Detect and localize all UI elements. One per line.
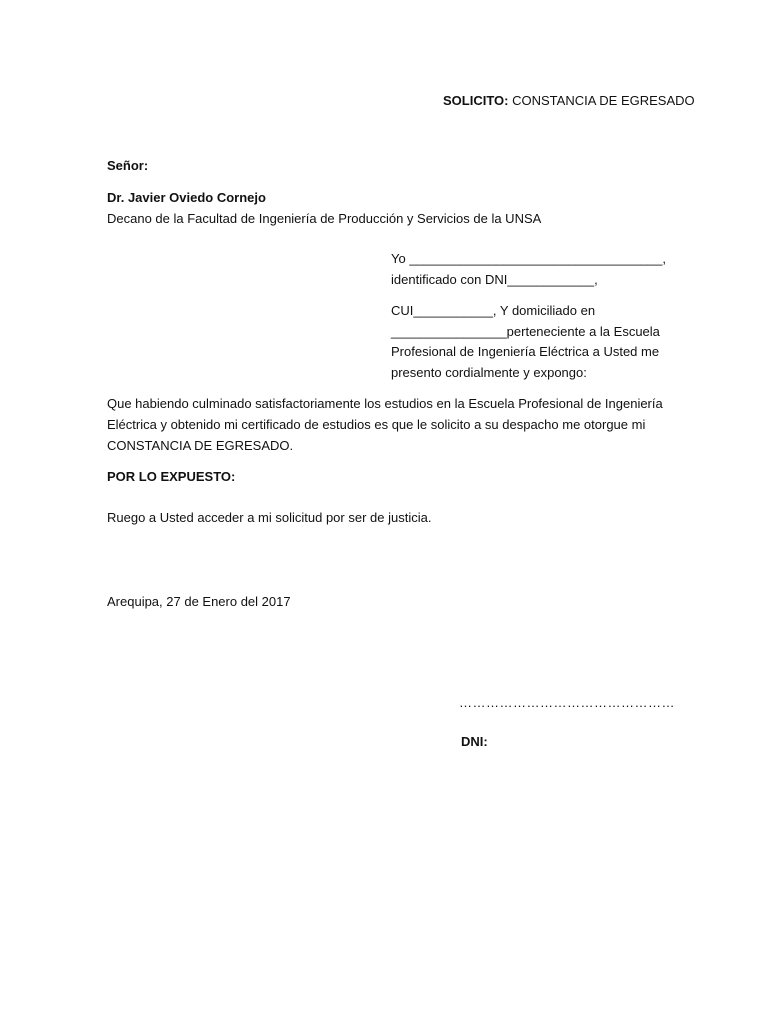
date-line: Arequipa, 27 de Enero del 2017 [107, 594, 291, 609]
addressee-title: Decano de la Facultad de Ingeniería de Producción y Servicios de la UNSA [107, 211, 542, 226]
applicant-name-line: Yo ___________________________________, [391, 251, 666, 266]
applicant-address-line: ________________perteneciente a la Escuela [391, 323, 660, 339]
salutation: Señor: [107, 158, 149, 173]
por-lo-expuesto-heading: POR LO EXPUESTO: [107, 469, 236, 484]
body-line: CONSTANCIA DE EGRESADO. [107, 438, 294, 453]
applicant-gap [391, 290, 691, 301]
subject-label: SOLICITO: [443, 93, 509, 108]
applicant-cui-line: CUI___________, Y domiciliado en [391, 303, 596, 318]
applicant-closing-line: presento cordialmente y expongo: [391, 364, 587, 380]
subject-line [443, 91, 695, 111]
addressee-name: Dr. Javier Oviedo Cornejo [107, 190, 266, 205]
subject-value: CONSTANCIA DE EGRESADO [512, 93, 695, 108]
applicant-dni-line: identificado con DNI____________, [391, 271, 598, 287]
signature-line: ………………………………………… [459, 695, 675, 710]
body-paragraph [107, 393, 667, 456]
applicant-school-line: Profesional de Ingeniería Eléctrica a Usted me [391, 344, 660, 359]
applicant-block [391, 249, 691, 383]
body-line: Eléctrica y obtenido mi certificado de estudios es que le solicito a su despacho me otorgue mi [107, 417, 646, 432]
body-line: Que habiendo culminado satisfactoriamente los estudios en la Escuela Profesional de Ingeniería [107, 396, 663, 411]
request-line: Ruego a Usted acceder a mi solicitud por ser de justicia. [107, 510, 432, 525]
dni-label: DNI: [461, 734, 488, 749]
